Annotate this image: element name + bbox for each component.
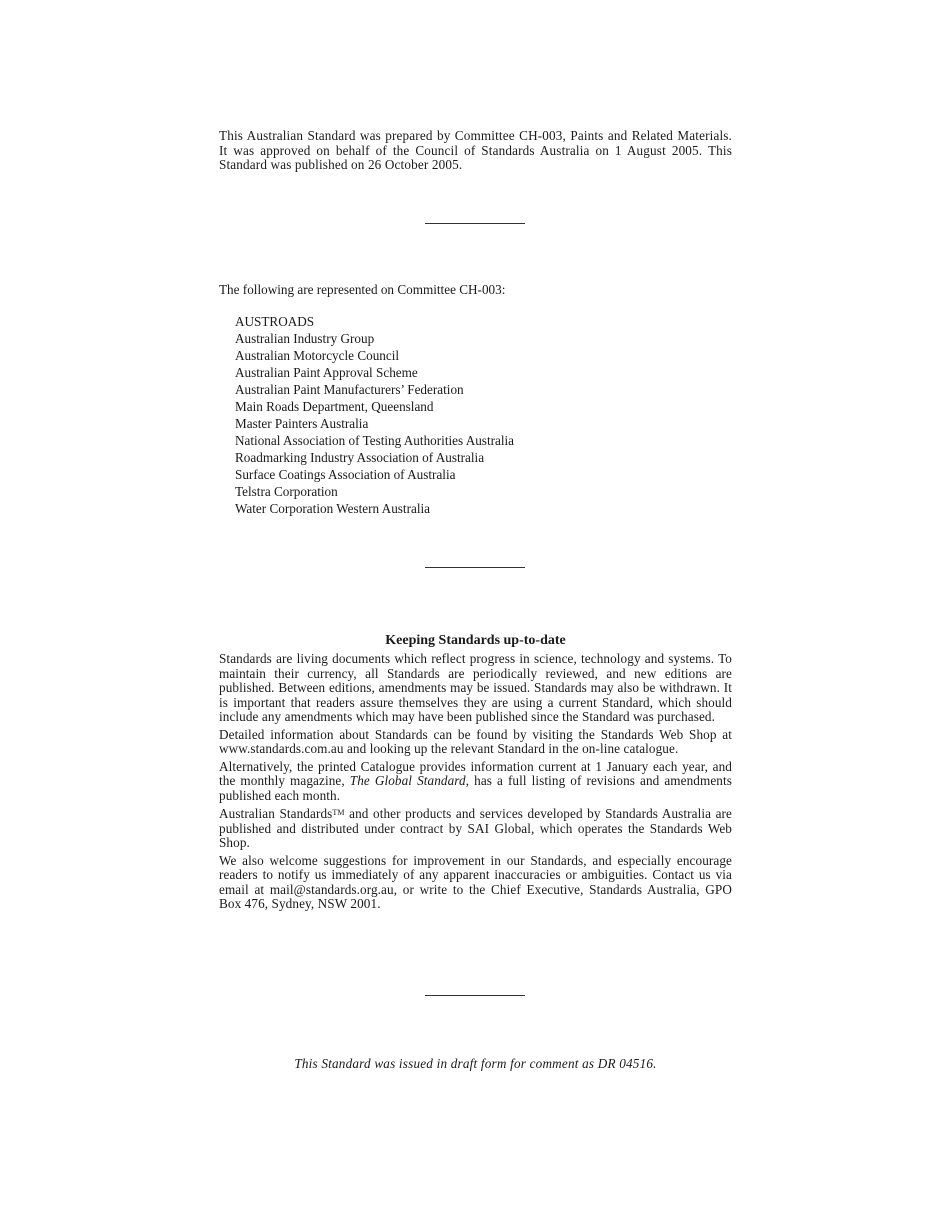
section-heading: Keeping Standards up-to-date <box>385 633 566 648</box>
text-run: Australian Standards <box>219 806 333 821</box>
paragraph <box>219 760 732 804</box>
committee-intro: The following are represented on Committee CH-003: <box>219 282 506 297</box>
committee-member: Roadmarking Industry Association of Australia <box>235 450 485 465</box>
committee-member: National Association of Testing Authorities Australia <box>235 433 515 448</box>
committee-member: AUSTROADS <box>235 314 315 329</box>
text-run: Alternatively, the printed Catalogue provides information current at 1 January each year, and the monthly magazine, <box>219 758 732 788</box>
divider-rule <box>425 567 525 568</box>
magazine-title: The Global Standard <box>349 773 466 788</box>
committee-member: Surface Coatings Association of Australia <box>235 467 456 482</box>
trademark-symbol: TM <box>332 808 345 817</box>
divider-rule <box>425 995 525 996</box>
paragraph: Detailed information about Standards can be found by visiting the Standards Web Shop at www.standards.com.au and looking up the relevant Standard in the on-line catalogue. <box>219 726 732 756</box>
text-run: , has a full listing of revisions and amendments published each month. <box>219 773 732 803</box>
committee-member-list <box>235 313 514 517</box>
draft-note: This Standard was issued in draft form for comment as DR 04516. <box>294 1056 657 1071</box>
committee-member: Australian Industry Group <box>235 331 375 346</box>
paragraph: Standards are living documents which reflect progress in science, technology and systems. To maintain their currency, all Standards are periodically reviewed, and new editions are published. Between editions, amendments may be issued. Standards may also be withdrawn. It is important that readers assure themselves they are using a current Standard, which should include any amendments which may have been published since the Standard was purchased. <box>219 651 732 724</box>
committee-member: Main Roads Department, Queensland <box>235 399 434 414</box>
committee-member: Australian Paint Approval Scheme <box>235 365 418 380</box>
divider-rule <box>425 223 525 224</box>
committee-member: Water Corporation Western Australia <box>235 501 431 516</box>
committee-member: Telstra Corporation <box>235 484 338 499</box>
paragraph: We also welcome suggestions for improvement in our Standards, and especially encourage readers to notify us immediately of any apparent inaccuracies or ambiguities. Contact us via email at mail@standards.org.au, or write to the Chief Executive, Standards Australia, GPO Box 476, Sydney, NSW 2001. <box>219 852 732 911</box>
committee-member: Australian Paint Manufacturers’ Federation <box>235 382 464 397</box>
committee-member: Australian Motorcycle Council <box>235 348 400 363</box>
committee-member: Master Painters Australia <box>235 416 369 431</box>
keeping-up-to-date-section <box>219 652 732 915</box>
paragraph <box>219 806 732 851</box>
text-run: and other products and services developed by Standards Australia are published and distributed under contract by SAI Global, which operates the Standards Web Shop. <box>219 806 732 850</box>
publication-statement: This Australian Standard was prepared by Committee CH-003, Paints and Related Materials. It was approved on behalf of the Council of Standards Australia on 1 August 2005. This Standard was published on 26 October 2005. <box>219 128 732 173</box>
